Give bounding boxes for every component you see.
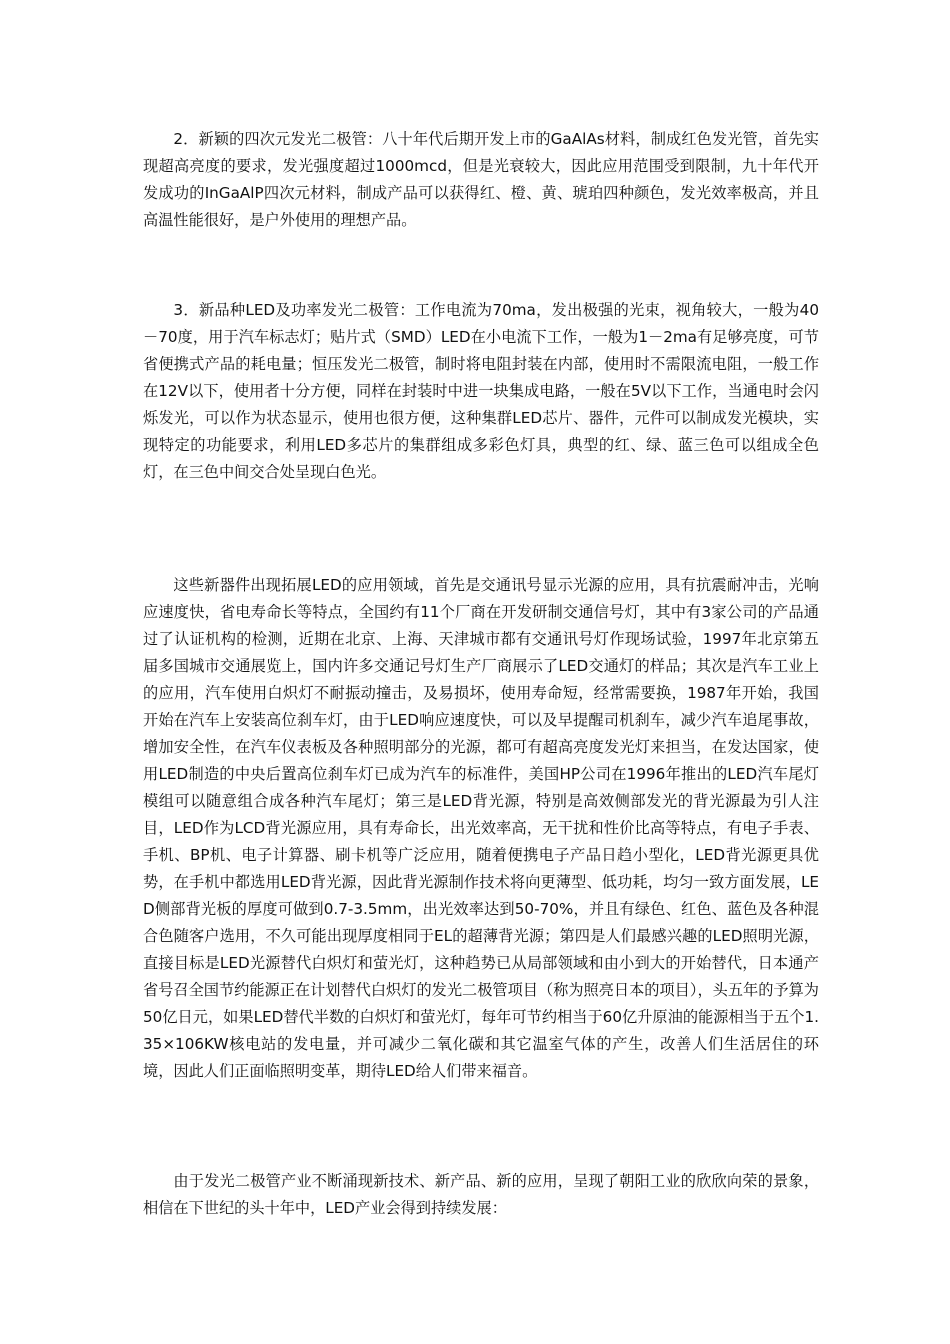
paragraph-four-element-led: 2．新颖的四次元发光二极管：八十年代后期开发上市的GaAlAs材料，制成红色发光管，首先实现超高亮度的要求，发光强度超过1000mcd，但是光衰较大，因此应用范围受到限制，九十年代开发成功的InGaAlP四次元材料，制成产品可以获得红、橙、黄、琥珀四种颜色，发光效率极高，并且高温性能很好，是户外使用的理想产品。 [143, 130, 819, 229]
paragraph-new-led-types: 3．新品种LED及功率发光二极管：工作电流为70ma，发出极强的光束，视角较大，一般为40－70度，用于汽车标志灯；贴片式（SMD）LED在小电流下工作，一般为1－2ma有足够亮度，可节省便携式产品的耗电量；恒压发光二极管，制时将电阻封装在内部，使用时不需限流电阻，一般工作在12V以下，使用者十分方便，同样在封装时中进一块集成电路，一般在5V以下工作，当通电时会闪烁发光，可以作为状态显示，使用也很方便，这种集群LED芯片、器件，元件可以制成发光模块，实现特定的功能要求，利用LED多芯片的集群组成多彩色灯具，典型的红、绿、蓝三色可以组成全色灯，在三色中间交合处呈现白色光。 [143, 301, 819, 481]
paragraph-led-applications: 这些新器件出现拓展LED的应用领域，首先是交通讯号显示光源的应用，具有抗震耐冲击，光响应速度快，省电寿命长等特点，全国约有11个厂商在开发研制交通信号灯，其中有3家公司的产品通过了认证机构的检测，近期在北京、上海、天津城市都有交通讯号灯作现场试验，1997年北京第五届多国城市交通展览上，国内许多交通记号灯生产厂商展示了LED交通灯的样品；其次是汽车工业上的应用，汽车使用白炽灯不耐振动撞击，及易损坏，使用寿命短，经常需要换，1987年开始，我国开始在汽车上安装高位刹车灯，由于LED响应速度快，可以及早提醒司机刹车，减少汽车追尾事故，增加安全性，在汽车仪表板及各种照明部分的光源，都可有超高亮度发光灯来担当，在发达国家，使用LED制造的中央后置高位刹车灯已成为汽车的标准件，美国HP公司在1996年推出的LED汽车尾灯模组可以随意组合成各种汽车尾灯；第三是LED背光源，特别是高效侧部发光的背光源最为引人注目，LED作为LCD背光源应用，具有寿命长，出光效率高，无干扰和性价比高等特点，有电子手表、手机、BP机、电子计算器、刷卡机等广泛应用，随着便携电子产品日趋小型化，LED背光源更具优势，在手机中都选用LED背光源，因此背光源制作技术将向更薄型、低功耗，均匀一致方面发展，LED侧部背光板的厚度可做到0.7-3.5mm，出光效率达到50-70%，并且有绿色、红色、蓝色及各种混合色随客户选用，不久可能出现厚度相同于EL的超薄背光源；第四是人们最感兴趣的LED照明光源，直接目标是LED光源替代白炽灯和萤光灯，这种趋势已从局部领域和由小到大的开始替代，日本通产省号召全国节约能源正在计划替代白炽灯的发光二极管项目（称为照亮日本的项目），头五年的予算为50亿日元，如果LED替代半数的白炽灯和萤光灯，每年可节约相当于60亿升原油的能源相当于五个1.35×106KW核电站的发电量，并可减少二氧化碳和其它温室气体的产生，改善人们生活居住的环境，因此人们正面临照明变革，期待LED给人们带来福音。 [143, 576, 819, 1080]
paragraph-led-industry-outlook: 由于发光二极管产业不断涌现新技术、新产品、新的应用，呈现了朝阳工业的欣欣向荣的景象，相信在下世纪的头十年中，LED产业会得到持续发展： [143, 1172, 819, 1217]
